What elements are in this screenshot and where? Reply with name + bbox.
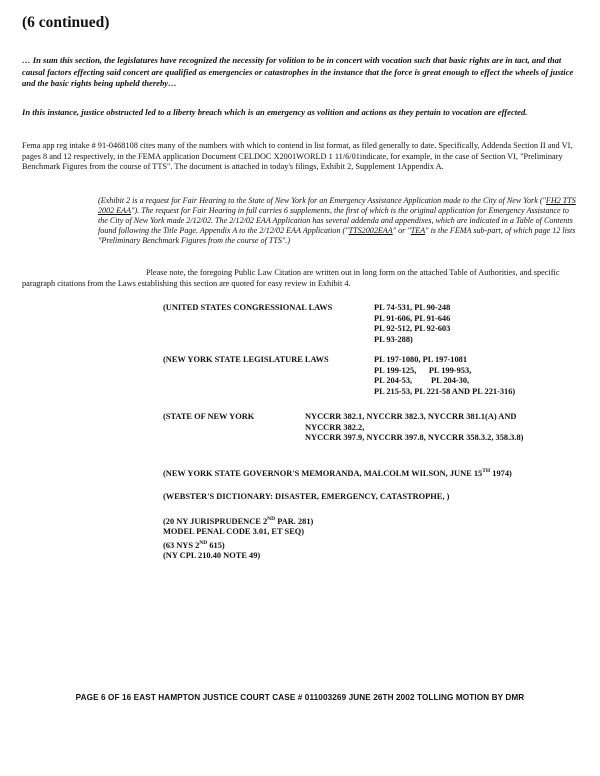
state-law-line: NYCCRR 382.1, NYCCRR 382.3, NYCCRR 381.1(A) AND: [305, 412, 517, 421]
ny-laws-list: [374, 355, 515, 397]
state-laws-label: (STATE OF NEW YORK: [163, 412, 255, 421]
ny-laws-label: (NEW YORK STATE LEGISLATURE LAWS: [163, 355, 329, 364]
ny-jurisprudence-par: PAR. 281): [275, 516, 314, 526]
ny-law-line: PL 204-53, PL 204-30,: [374, 376, 470, 386]
note-paragraph: [22, 268, 582, 290]
exhibit-text-2: "). The request for Fair Hearing in full carries 6 supplements, the first of which is the original application for Emergency Assistance to the City of New York made 2/12/02. The 2/12/02 EAA Application has several addenda and appendixes, which are indicated in a Table of Contents found following the Title Page. Appendix A to the 2/12/02 EAA Application (": [98, 206, 573, 236]
note-text: Please note, the foregoing Public Law Citation are written out in long form on the attached Table of Authorities, and specific paragraph citations from the Laws establishing this section are quoted for easy review in Exhibit 4.: [22, 268, 560, 288]
exhibit-link-tea[interactable]: TEA: [410, 226, 426, 236]
exhibit-text-1: (Exhibit 2 is a request for Fair Hearing to the State of New York for an Emergency Assistance Application made to the City of New York (": [98, 196, 546, 205]
us-law-line: PL 74-531, PL 90-248: [374, 303, 451, 312]
governor-memoranda-year: 1974): [490, 468, 512, 478]
websters-dictionary: (WEBSTER'S DICTIONARY: DISASTER, EMERGENCY, CATASTROPHE, ): [163, 492, 450, 501]
ny-law-line: PL 215-53, PL 221-58 AND PL 221-316): [374, 386, 516, 396]
superscript: TH: [482, 468, 491, 474]
state-law-line: NYCCRR 397.9, NYCCRR 397.8, NYCCRR 358.3.2, 358.3.8): [305, 433, 524, 443]
exhibit-link-fh2[interactable]: FH2 TTS 2002 EAA: [98, 196, 576, 216]
superscript: ND: [199, 539, 208, 546]
us-law-line: PL 91-606, PL 91-646: [374, 313, 451, 323]
superscript: ND: [267, 516, 276, 522]
state-law-line: NYCCRR 382.2,: [305, 422, 365, 432]
page-heading: (6 continued): [22, 14, 110, 31]
exhibit-text-4: " is the FEMA sub-part, of which page 12 lists "Preliminary Benchmark Figures from the course of TTS".): [98, 226, 576, 246]
page-footer: PAGE 6 OF 16 EAST HAMPTON JUSTICE COURT CASE # 011003269 JUNE 26TH 2002 TOLLING MOTION BY DMR: [75, 693, 525, 702]
ny-jurisprudence-text: (20 NY JURISPRUDENCE 2: [163, 516, 268, 526]
model-penal-code: MODEL PENAL CODE 3.01, ET SEQ): [163, 527, 305, 537]
us-laws-label: (UNITED STATES CONGRESSIONAL LAWS: [163, 303, 333, 312]
exhibit-text-3: " or ": [392, 226, 411, 236]
governor-memoranda: [163, 466, 512, 479]
fema-paragraph: Fema app reg intake # 91-0468108 cites many of the numbers with which to contend in list format, as filed generally to date. Specifically, Addenda Section II and VI, pages 8 and 12 respectively, in the FEMA application Document CELDOC X2001WORLD 1 11/6/01indicate, for example, in the case of Section VI, "Preliminary Benchmark Figures from the course of TTS". The document is attached in today's filings, Exhibit 2, Supplement 1Appendix A.: [22, 141, 573, 172]
exhibit-description: [98, 196, 576, 246]
nys-citation-text: (63 NYS 2: [163, 540, 200, 550]
instance-paragraph: In this instance, justice obstructed led to a liberty breach which is an emergency as volition and actions as they pertain to vocation are effected.: [22, 107, 528, 117]
state-laws-list: [305, 412, 523, 444]
ny-law-line: PL 197-1080, PL 197-1081: [374, 355, 468, 364]
misc-citations: [163, 514, 313, 562]
summary-paragraph: … In sum this section, the legislatures have recognized the necessity for volition to be in concert with vocation such that basic rights are in tact, and that causal factors effecting said concert are qualified as emergencies or catastrophes in the instance that the force is great enough to effect the wheels of justice and the basic rights being upheld thereby…: [22, 55, 574, 89]
ny-cpl-citation: (NY CPL 210.40 NOTE 49): [163, 551, 261, 561]
governor-memoranda-text: (NEW YORK STATE GOVERNOR'S MEMORANDA, MALCOLM WILSON, JUNE 15: [163, 468, 483, 478]
nys-citation: [163, 538, 313, 551]
us-laws-list: [374, 303, 450, 345]
ny-jurisprudence: [163, 514, 313, 527]
nys-citation-page: 615): [207, 540, 225, 550]
us-law-line: PL 92-512, PL 92-603: [374, 324, 451, 334]
us-law-line: PL 93-288): [374, 334, 413, 344]
ny-law-line: PL 199-125, PL 199-953,: [374, 365, 472, 375]
exhibit-link-tts2002eaa[interactable]: TTS2002EAA: [348, 226, 393, 236]
